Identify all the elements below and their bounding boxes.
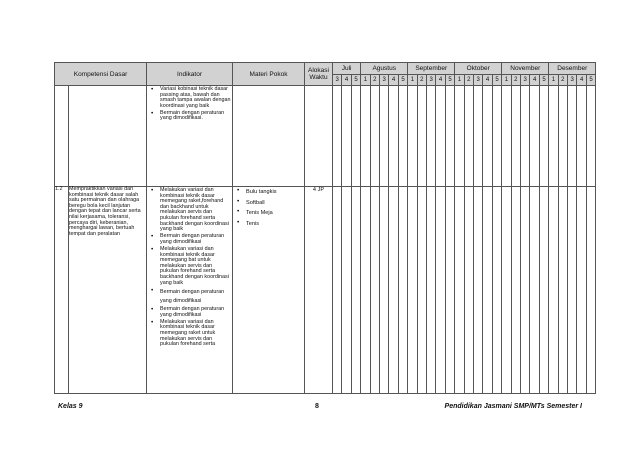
week-header: 3	[333, 75, 342, 86]
week-cell	[427, 86, 436, 187]
header-alokasi-line1: Alokasi	[308, 67, 329, 74]
week-header: 2	[558, 75, 567, 86]
list-item: • Bermain dengan peraturan yang dimodifikasi.	[147, 111, 231, 122]
page-footer	[58, 403, 582, 415]
footer-class: Kelas 9	[58, 403, 83, 410]
week-cell	[445, 187, 454, 394]
week-cell	[474, 187, 483, 394]
month-header: Agustus	[361, 63, 408, 75]
continuation-row	[55, 86, 596, 187]
week-cell	[539, 187, 548, 394]
competency-number: 1.2	[55, 187, 69, 394]
week-header: 5	[351, 75, 360, 86]
week-cell	[586, 187, 595, 394]
week-cell	[417, 86, 426, 187]
header-indikator: Indikator	[147, 63, 233, 86]
month-header: November	[502, 63, 549, 75]
week-cell	[380, 187, 389, 394]
week-cell	[568, 86, 577, 187]
header-materi-pokok: Materi Pokok	[233, 63, 305, 86]
week-header: 2	[511, 75, 520, 86]
week-header: 1	[502, 75, 511, 86]
week-cell	[342, 86, 351, 187]
week-cell	[549, 187, 558, 394]
indicator-list	[147, 187, 232, 348]
week-cell	[455, 86, 464, 187]
week-cell	[558, 187, 567, 394]
week-cell	[398, 86, 407, 187]
header-alokasi-line2: Waktu	[309, 74, 328, 81]
week-cell	[380, 86, 389, 187]
list-item: • Variasi kobinasi teknik dasar passing atas, bawah dan smash tampa awalan dengan koordinasi yang baik	[147, 87, 231, 109]
header-alokasi-waktu	[305, 63, 333, 86]
indicator-cell	[147, 187, 233, 394]
week-cell	[558, 86, 567, 187]
table-header	[55, 63, 596, 86]
week-cell	[530, 86, 539, 187]
continuation-indicator-list	[147, 86, 232, 122]
week-header: 5	[492, 75, 501, 86]
week-cell	[398, 187, 407, 394]
footer-page-number: 8	[315, 403, 319, 410]
week-header: 5	[445, 75, 454, 86]
week-header: 5	[539, 75, 548, 86]
week-header: 3	[474, 75, 483, 86]
week-cell	[408, 187, 417, 394]
competency-row	[55, 187, 596, 394]
week-cell	[436, 187, 445, 394]
cont-time-cell	[305, 86, 333, 187]
week-header: 4	[436, 75, 445, 86]
week-header: 3	[380, 75, 389, 86]
week-cell	[408, 86, 417, 187]
list-item: • Bermain dengan peraturan yang dimodifikasi	[147, 288, 231, 306]
week-header: 4	[577, 75, 586, 86]
week-cell	[502, 187, 511, 394]
week-cell	[568, 187, 577, 394]
week-header: 4	[530, 75, 539, 86]
week-header: 2	[464, 75, 473, 86]
week-header: 4	[483, 75, 492, 86]
month-header: Desember	[549, 63, 596, 75]
month-header: Juli	[333, 63, 361, 75]
week-cell	[361, 86, 370, 187]
week-cell	[586, 86, 595, 187]
list-item: • Melakukan variasi dan kombinasi teknik dasar memegang raket untuk melakukan servis dan pukulan forehand serta	[147, 320, 231, 348]
week-cell	[417, 187, 426, 394]
header-kompetensi-dasar: Kompetensi Dasar	[55, 63, 147, 86]
syllabus-table	[54, 62, 596, 394]
competency-text: Mempraktikkan variasi dan kombinasi teknik dasar salah satu permainan dan olahraga beregu bola kecil lanjutan dengan tepat dan lancar serta nilai kerjasama, toleransi, percaya diri, keberanian, menghargai lawan, bertuah tempat dan peralatan	[69, 187, 147, 394]
week-header: 4	[389, 75, 398, 86]
week-header: 5	[586, 75, 595, 86]
week-cell	[483, 86, 492, 187]
week-cell	[436, 86, 445, 187]
month-header: Oktober	[455, 63, 502, 75]
week-cell	[342, 187, 351, 394]
week-cell	[511, 187, 520, 394]
week-cell	[427, 187, 436, 394]
week-cell	[483, 187, 492, 394]
week-cell	[530, 187, 539, 394]
week-cell	[464, 187, 473, 394]
list-item: • Bermain dengan peraturan yang dimodifikasi	[147, 234, 231, 245]
list-item: • Tenis Meja	[233, 209, 303, 218]
list-item: • Bulu tangkis	[233, 188, 303, 197]
week-cell	[539, 86, 548, 187]
week-cell	[455, 187, 464, 394]
week-cell	[333, 86, 342, 187]
week-header: 5	[398, 75, 407, 86]
week-header: 2	[370, 75, 379, 86]
week-header: 3	[427, 75, 436, 86]
week-cell	[351, 187, 360, 394]
list-item: • Bermain dengan peraturan yang dimodifikasi	[147, 307, 231, 318]
material-list	[233, 187, 304, 229]
week-header: 1	[361, 75, 370, 86]
week-cell	[577, 86, 586, 187]
week-cell	[351, 86, 360, 187]
week-cell	[549, 86, 558, 187]
week-cell	[521, 86, 530, 187]
footer-title: Pendidikan Jasmani SMP/MTs Semester I	[444, 403, 582, 410]
week-header: 2	[417, 75, 426, 86]
week-cell	[502, 86, 511, 187]
cont-material-cell	[233, 86, 305, 187]
week-cell	[370, 86, 379, 187]
week-cell	[521, 187, 530, 394]
week-cell	[370, 187, 379, 394]
week-cell	[389, 187, 398, 394]
week-header: 3	[521, 75, 530, 86]
week-cell	[333, 187, 342, 394]
week-cell	[511, 86, 520, 187]
week-header: 1	[549, 75, 558, 86]
week-cell	[492, 187, 501, 394]
list-item: • Melakukan variasi dan kombinasi teknik dasar memegang bat untuk melakukan servis dan pukulan forehand serta backhand dengan koordinasi yang baik	[147, 247, 231, 286]
week-cell	[492, 86, 501, 187]
week-header: 3	[568, 75, 577, 86]
list-item: • Softball	[233, 199, 303, 208]
week-header: 1	[455, 75, 464, 86]
cont-competency-cell	[69, 86, 147, 187]
month-header: September	[408, 63, 455, 75]
week-cell	[577, 187, 586, 394]
list-item: • Melakukan variasi dan kombinasi teknik dasar memegang raket,forehand dan backhand untuk melakukan servis dan pukulan forehand serta backhand dengan koordinasi yang baik	[147, 188, 231, 233]
week-header: 1	[408, 75, 417, 86]
week-cell	[445, 86, 454, 187]
cont-number-cell	[55, 86, 69, 187]
week-cell	[389, 86, 398, 187]
time-allocation: 4 JP	[305, 187, 333, 394]
week-cell	[361, 187, 370, 394]
week-cell	[474, 86, 483, 187]
week-cell	[464, 86, 473, 187]
list-item: • Tenis	[233, 220, 303, 229]
week-header: 4	[342, 75, 351, 86]
cont-indicator-cell	[147, 86, 233, 187]
material-cell	[233, 187, 305, 394]
